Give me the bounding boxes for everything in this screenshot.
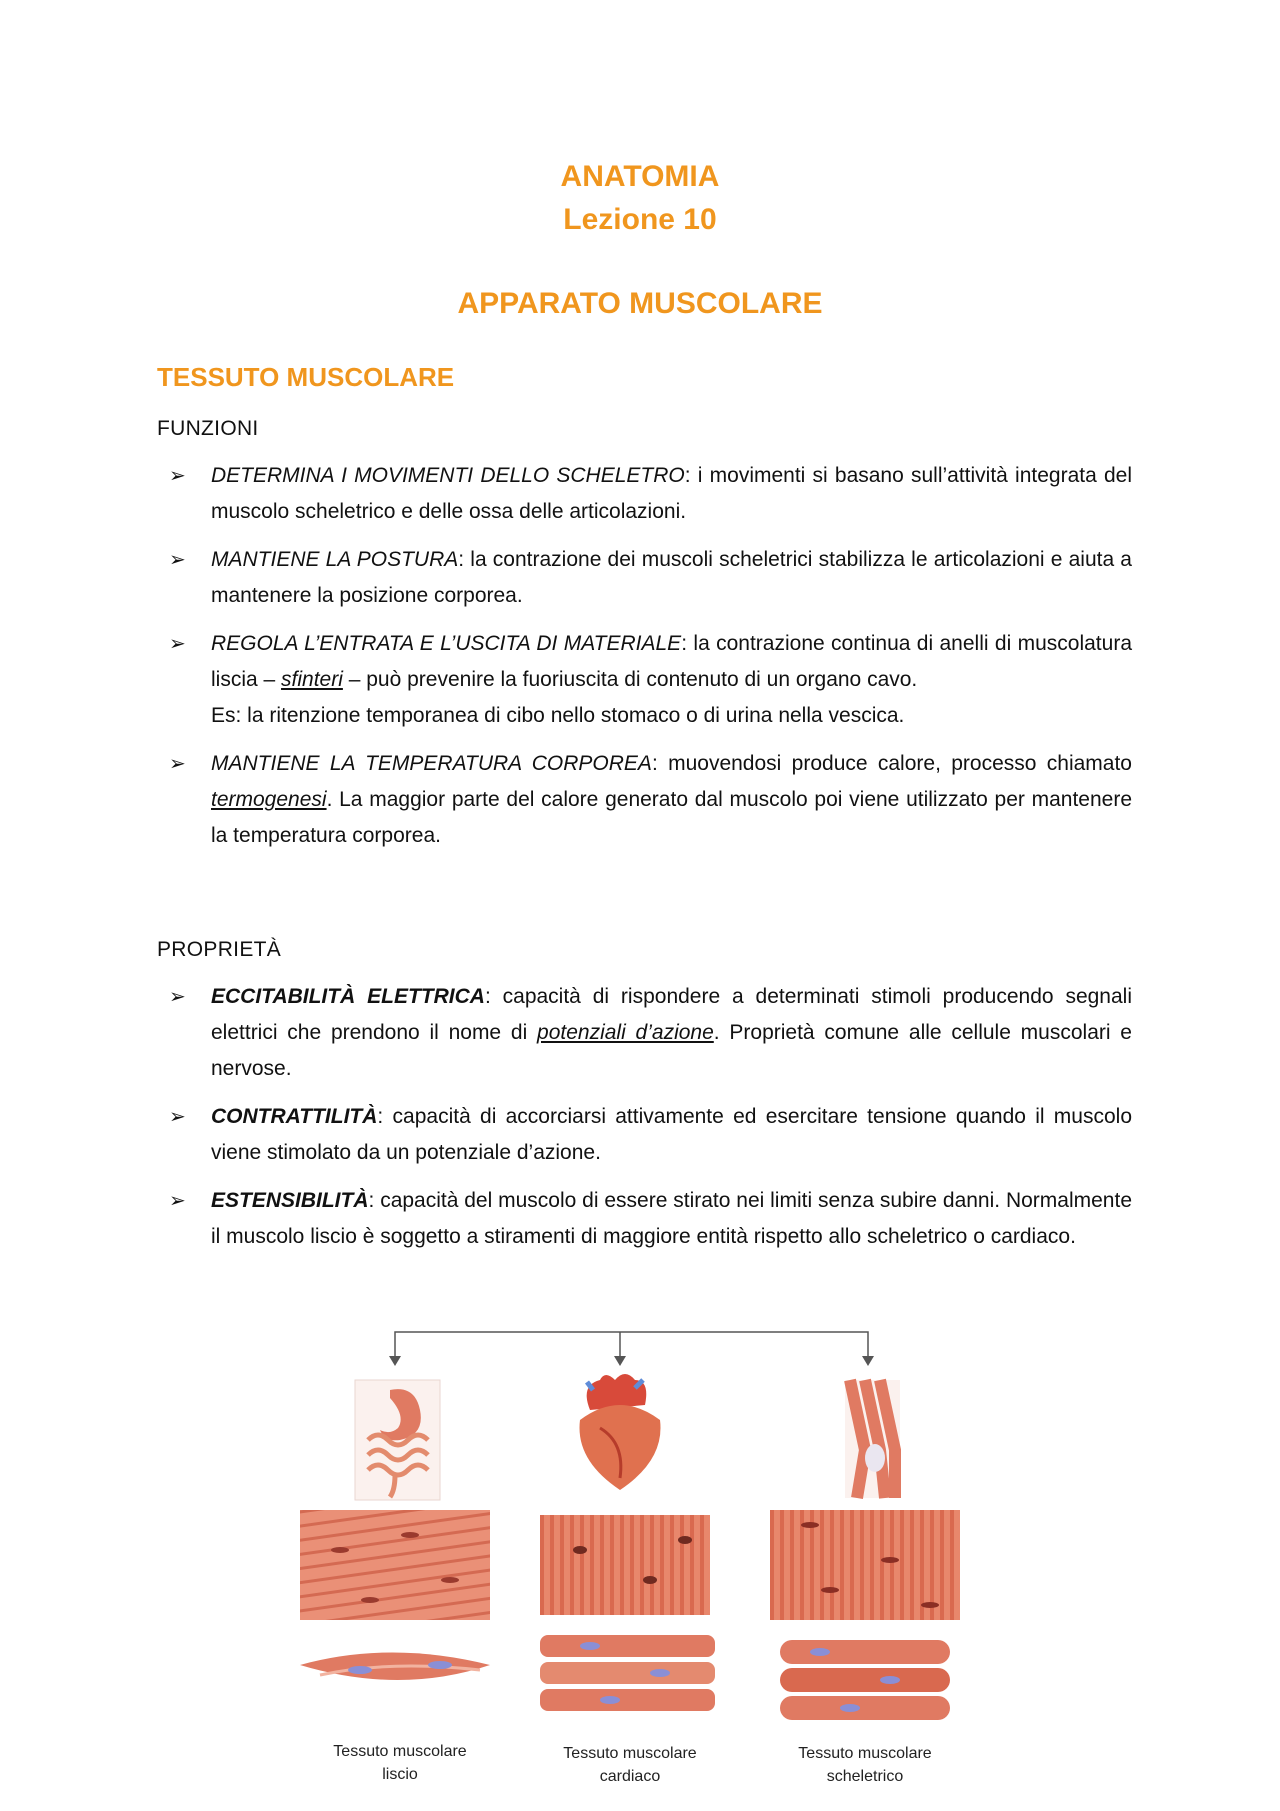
caption-cardiac (520, 1742, 740, 1788)
proprieta-heading: PROPRIETÀ (157, 938, 282, 961)
smooth-muscle-cells (300, 1653, 490, 1681)
lesson-number: Lezione 10 (563, 203, 717, 236)
underlined-term: potenziali d’azione (537, 1021, 714, 1044)
item-term: REGOLA L’ENTRATA E L’USCITA DI MATERIALE (211, 632, 682, 655)
document-title: ANATOMIA (560, 160, 720, 193)
skeletal-muscle-micrograph (770, 1510, 960, 1620)
muscle-tissue-illustration (290, 1320, 990, 1740)
underlined-term: termogenesi (211, 788, 327, 811)
item-text: : muovendosi produce calore, processo chiamato (651, 752, 1132, 775)
item-text: : capacità di rispondere a determinati stimoli producendo segnali elettrici che prendono il nome di (211, 985, 1132, 1044)
proprieta-list (157, 979, 1132, 1267)
item-text: : i movimenti si basano sull’attività integrata del muscolo scheletrico e delle ossa delle articolazioni. (211, 464, 1132, 523)
list-item (157, 746, 1132, 854)
caption-skeletal (755, 1742, 975, 1788)
caption-line: cardiaco (599, 1768, 661, 1785)
item-text: : la contrazione dei muscoli scheletrici stabilizza le articolazioni e aiuta a mantenere la posizione corporea. (211, 548, 1132, 607)
list-item (157, 979, 1132, 1087)
list-item (157, 1183, 1132, 1255)
connector-lines (395, 1332, 868, 1358)
item-text: – può prevenire la fuoriuscita di contenuto di un organo cavo. (342, 668, 918, 691)
digestive-organ-image (355, 1380, 440, 1500)
caption-line: liscio (382, 1766, 418, 1783)
funzioni-list (157, 458, 1132, 866)
item-term: MANTIENE LA POSTURA (211, 548, 459, 571)
arrow-bullet-icon: ➢ (169, 549, 186, 571)
list-item (157, 1099, 1132, 1171)
item-term: DETERMINA I MOVIMENTI DELLO SCHELETRO (211, 464, 685, 487)
muscle-tissue-figure (290, 1320, 990, 1800)
caption-line: Tessuto muscolare (333, 1743, 467, 1760)
item-text: . Proprietà comune alle cellule muscolari e nervose. (211, 1021, 1132, 1080)
smooth-muscle-micrograph (300, 1510, 490, 1620)
item-term: MANTIENE LA TEMPERATURA CORPOREA (211, 752, 652, 775)
leg-muscle-image (845, 1380, 900, 1498)
funzioni-heading: FUNZIONI (157, 417, 259, 440)
arrow-bullet-icon: ➢ (169, 633, 186, 655)
item-term: ESTENSIBILITÀ (211, 1189, 369, 1212)
arrow-bullet-icon: ➢ (169, 465, 186, 487)
item-text: . La maggior parte del calore generato dal muscolo poi viene utilizzato per mantenere la temperatura corporea. (211, 788, 1132, 847)
arrow-heads (389, 1356, 874, 1366)
item-term: ECCITABILITÀ ELETTRICA (211, 985, 485, 1008)
item-example: Es: la ritenzione temporanea di cibo nello stomaco o di urina nella vescica. (211, 704, 905, 727)
skeletal-muscle-cells (780, 1640, 950, 1720)
item-text: : capacità del muscolo di essere stirato nei limiti senza subire danni. Normalmente il muscolo liscio è soggetto a stiramenti di maggiore entità rispetto allo scheletrico o cardiaco. (211, 1189, 1132, 1248)
caption-smooth (290, 1740, 510, 1786)
item-text: : la contrazione continua di anelli di muscolatura liscia – (211, 632, 1132, 691)
heart-image (580, 1374, 661, 1490)
item-text: : capacità di accorciarsi attivamente ed esercitare tensione quando il muscolo viene stimolato da un potenziale d’azione. (211, 1105, 1132, 1164)
list-item (157, 626, 1132, 734)
item-term: CONTRATTILITÀ (211, 1105, 378, 1128)
arrow-bullet-icon: ➢ (169, 986, 186, 1008)
cardiac-muscle-micrograph (540, 1515, 710, 1615)
arrow-bullet-icon: ➢ (169, 753, 186, 775)
caption-line: scheletrico (826, 1768, 904, 1785)
section-title: TESSUTO MUSCOLARE (157, 362, 455, 392)
list-item (157, 542, 1132, 614)
caption-line: Tessuto muscolare (798, 1745, 932, 1762)
arrow-bullet-icon: ➢ (169, 1190, 186, 1212)
arrow-bullet-icon: ➢ (169, 1106, 186, 1128)
caption-line: Tessuto muscolare (563, 1745, 697, 1762)
underlined-term: sfinteri (281, 668, 343, 691)
chapter-title: APPARATO MUSCOLARE (457, 287, 823, 320)
cardiac-muscle-cells (540, 1635, 715, 1711)
list-item (157, 458, 1132, 530)
